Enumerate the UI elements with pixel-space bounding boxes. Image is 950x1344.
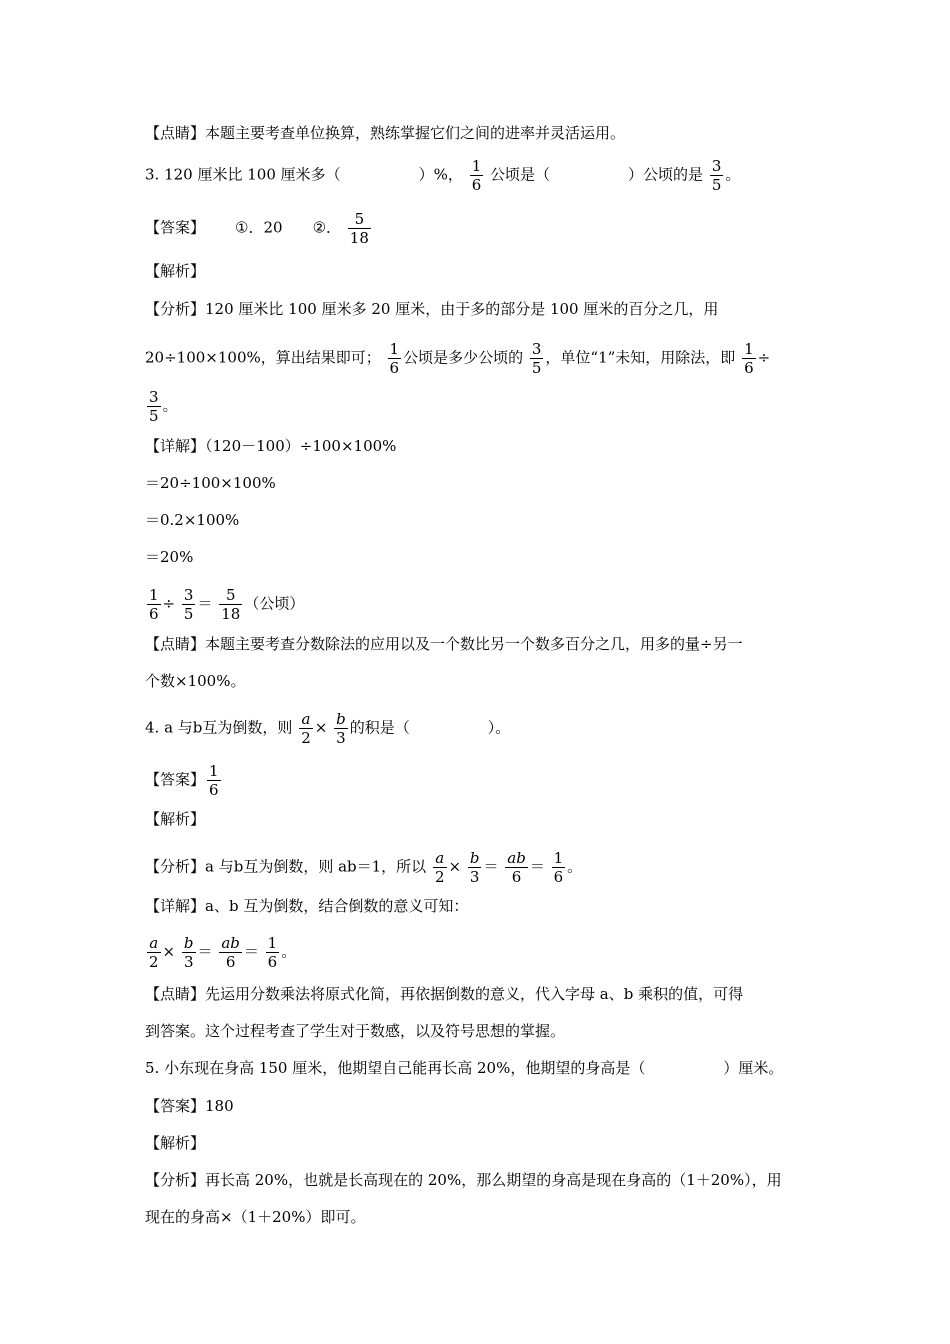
answer-5: 【答案】180 (145, 1097, 234, 1115)
fraction-ab-6: $\frac{ab}{6}$ (221, 934, 240, 971)
analysis-3-line-1: 【分析】120 厘米比 100 厘米多 20 厘米，由于多的部分是 100 厘米的百分之几，用 (145, 300, 719, 318)
detail-3-line-3: ＝0.2×100% (145, 511, 240, 529)
detail-3-calc: $\frac{1}{6}$ ÷ $\frac{3}{5}$ ＝ $\frac{5}{18}$ （公顷） (149, 586, 305, 623)
detail-3-line-1: 【详解】（120－100）÷100×100% (145, 437, 397, 455)
answer-4: 【答案】 $\frac{1}{6}$ (145, 762, 219, 799)
point-3-line-1: 【点睛】本题主要考查分数除法的应用以及一个数比另一个数多百分之几，用多的量÷另一 (145, 635, 743, 653)
analysis-4: 【分析】a 与b互为倒数，则 ab＝1，所以 $\frac{a}{2}$ × $\frac{b}{3}$ ＝ $\frac{ab}{6}$ ＝ $\frac{1}{6}$ 。 (145, 849, 583, 886)
answer-3: 【答案】 ①．20 ②． $\frac{5}{18}$ (145, 210, 369, 247)
fraction-3-5: $\frac{3}{5}$ (711, 157, 722, 194)
analysis-3-line-2: 20÷100×100%，算出结果即可； $\frac{1}{6}$ 公顷是多少公顷的 $\frac{3}{5}$ ，单位“1”未知，用除法，即 $\frac{1}{6}$ ÷ (145, 340, 771, 377)
analysis-5-line-2: 现在的身高×（1＋20%）即可。 (145, 1208, 366, 1226)
question-4: 4. a 与b互为倒数，则 $\frac{a}{2}$ × $\frac{b}{3}$ 的积是（ ）。 (145, 710, 511, 747)
detail-4-line-1: 【详解】a、b 互为倒数，结合倒数的意义可知： (145, 897, 469, 915)
question-5: 5. 小东现在身高 150 厘米，他期望自己能再长高 20%，他期望的身高是（ ）厘米。 (145, 1059, 784, 1077)
fraction-1-6: $\frac{1}{6}$ (149, 586, 159, 623)
analysis-label-4: 【解析】 (145, 810, 206, 828)
fraction-b-3: $\frac{b}{3}$ (336, 710, 346, 747)
point-4-line-1: 【点睛】先运用分数乘法将原式化简，再依据倒数的意义，代入字母 a、b 乘积的值，可得 (145, 985, 744, 1003)
point-3-line-2: 个数×100%。 (145, 672, 246, 690)
fraction-ab-6: $\frac{ab}{6}$ (507, 849, 526, 886)
fraction-b-3: $\frac{b}{3}$ (183, 934, 194, 971)
question-3: 3. 120 厘米比 100 厘米多（ ）%， $\frac{1}{6}$ 公顷是（ ）公顷的是 $\frac{3}{5}$ 。 (145, 157, 741, 194)
fraction-3-5: $\frac{3}{5}$ (531, 340, 542, 377)
fraction-5-18: $\frac{5}{18}$ (349, 210, 369, 247)
fraction-a-2: $\frac{a}{2}$ (301, 710, 311, 747)
fraction-b-3: $\frac{b}{3}$ (469, 849, 480, 886)
fraction-1-6: $\frac{1}{6}$ (553, 849, 564, 886)
analysis-3-line-3: $\frac{3}{5}$ 。 (149, 388, 178, 425)
fraction-1-6: $\frac{1}{6}$ (209, 762, 219, 799)
analysis-label-3: 【解析】 (145, 262, 206, 280)
detail-4-calc: $\frac{a}{2}$ × $\frac{b}{3}$ ＝ $\frac{ab}{6}$ ＝ $\frac{1}{6}$ 。 (149, 934, 297, 971)
fraction-5-18: $\frac{5}{18}$ (221, 586, 241, 623)
detail-3-line-4: ＝20% (145, 548, 194, 566)
analysis-5-line-1: 【分析】再长高 20%，也就是长高现在的 20%，那么期望的身高是现在身高的（1＋20%），用 (145, 1171, 782, 1189)
fraction-1-6: $\frac{1}{6}$ (267, 934, 278, 971)
fraction-3-5: $\frac{3}{5}$ (149, 388, 159, 425)
detail-3-line-2: ＝20÷100×100% (145, 474, 276, 492)
fraction-a-2: $\frac{a}{2}$ (434, 849, 445, 886)
fraction-3-5: $\frac{3}{5}$ (183, 586, 194, 623)
fraction-1-6: $\frac{1}{6}$ (471, 157, 482, 194)
fraction-1-6: $\frac{1}{6}$ (389, 340, 400, 377)
analysis-label-5: 【解析】 (145, 1134, 206, 1152)
fraction-1-6: $\frac{1}{6}$ (744, 340, 754, 377)
note-paragraph: 【点睛】本题主要考查单位换算，熟练掌握它们之间的进率并灵活运用。 (145, 124, 626, 142)
point-4-line-2: 到答案。这个过程考查了学生对于数感，以及符号思想的掌握。 (145, 1022, 566, 1040)
fraction-a-2: $\frac{a}{2}$ (149, 934, 159, 971)
